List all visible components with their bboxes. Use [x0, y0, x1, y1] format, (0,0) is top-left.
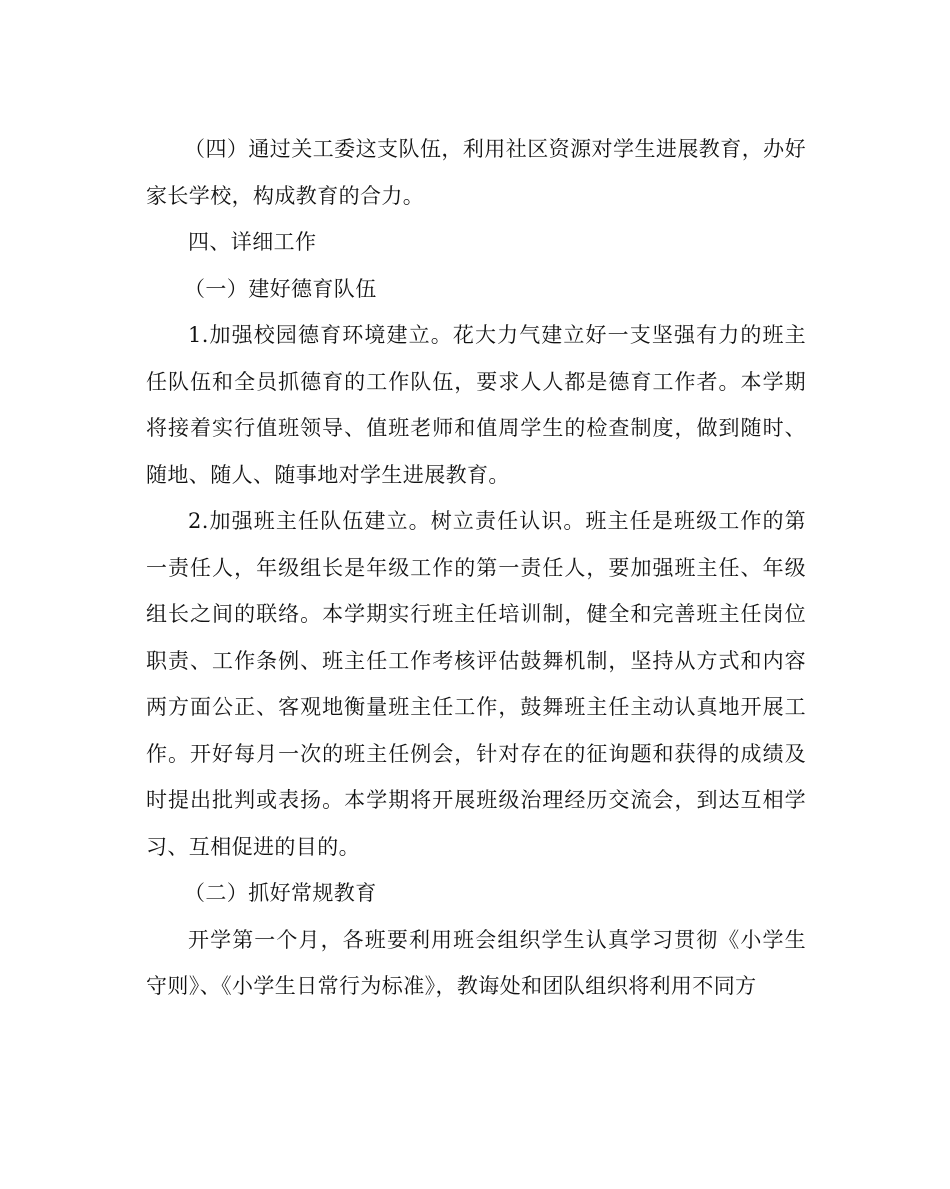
paragraph-section-four-item: （四）通过关工委这支队伍，利用社区资源对学生进展教育，办好家长学校，构成教育的合力。: [146, 137, 806, 208]
heading-detailed-work: 四、详细工作: [188, 230, 317, 254]
paragraph-item-2: 2.加强班主任队伍建立。树立责任认识。班主任是班级工作的第一责任人，年级组长是年级工作的第一责任人，要加强班主任、年级组长之间的联络。本学期实行班主任培训制，健全和完善班主任岗位职责、工作条例、班主任工作考核评估鼓舞机制，坚持从方式和内容两方面公正、客观地衡量班主任工作，鼓舞班主任主动认真地开展工作。开好每月一次的班主任例会，针对存在的征询题和获得的成绩及时提出批判或表扬。本学期将开展班级治理经历交流会，到达互相学习、互相促进的目的。: [146, 509, 806, 859]
paragraph-item-1: 1.加强校园德育环境建立。花大力气建立好一支坚强有力的班主任队伍和全员抓德育的工作队伍，要求人人都是德育工作者。本学期将接着实行值班领导、值班老师和值周学生的检查制度，做到随时、随地、随人、随事地对学生进展教育。: [146, 323, 806, 487]
paragraph-routine-education: 开学第一个月，各班要利用班会组织学生认真学习贯彻《小学生守则》、《小学生日常行为标准》，教诲处和团队组织将利用不同方: [146, 927, 806, 998]
subheading-routine-education: （二）抓好常规教育: [184, 881, 377, 905]
subheading-moral-team: （一）建好德育队伍: [184, 276, 377, 301]
document-body: [146, 126, 806, 1010]
